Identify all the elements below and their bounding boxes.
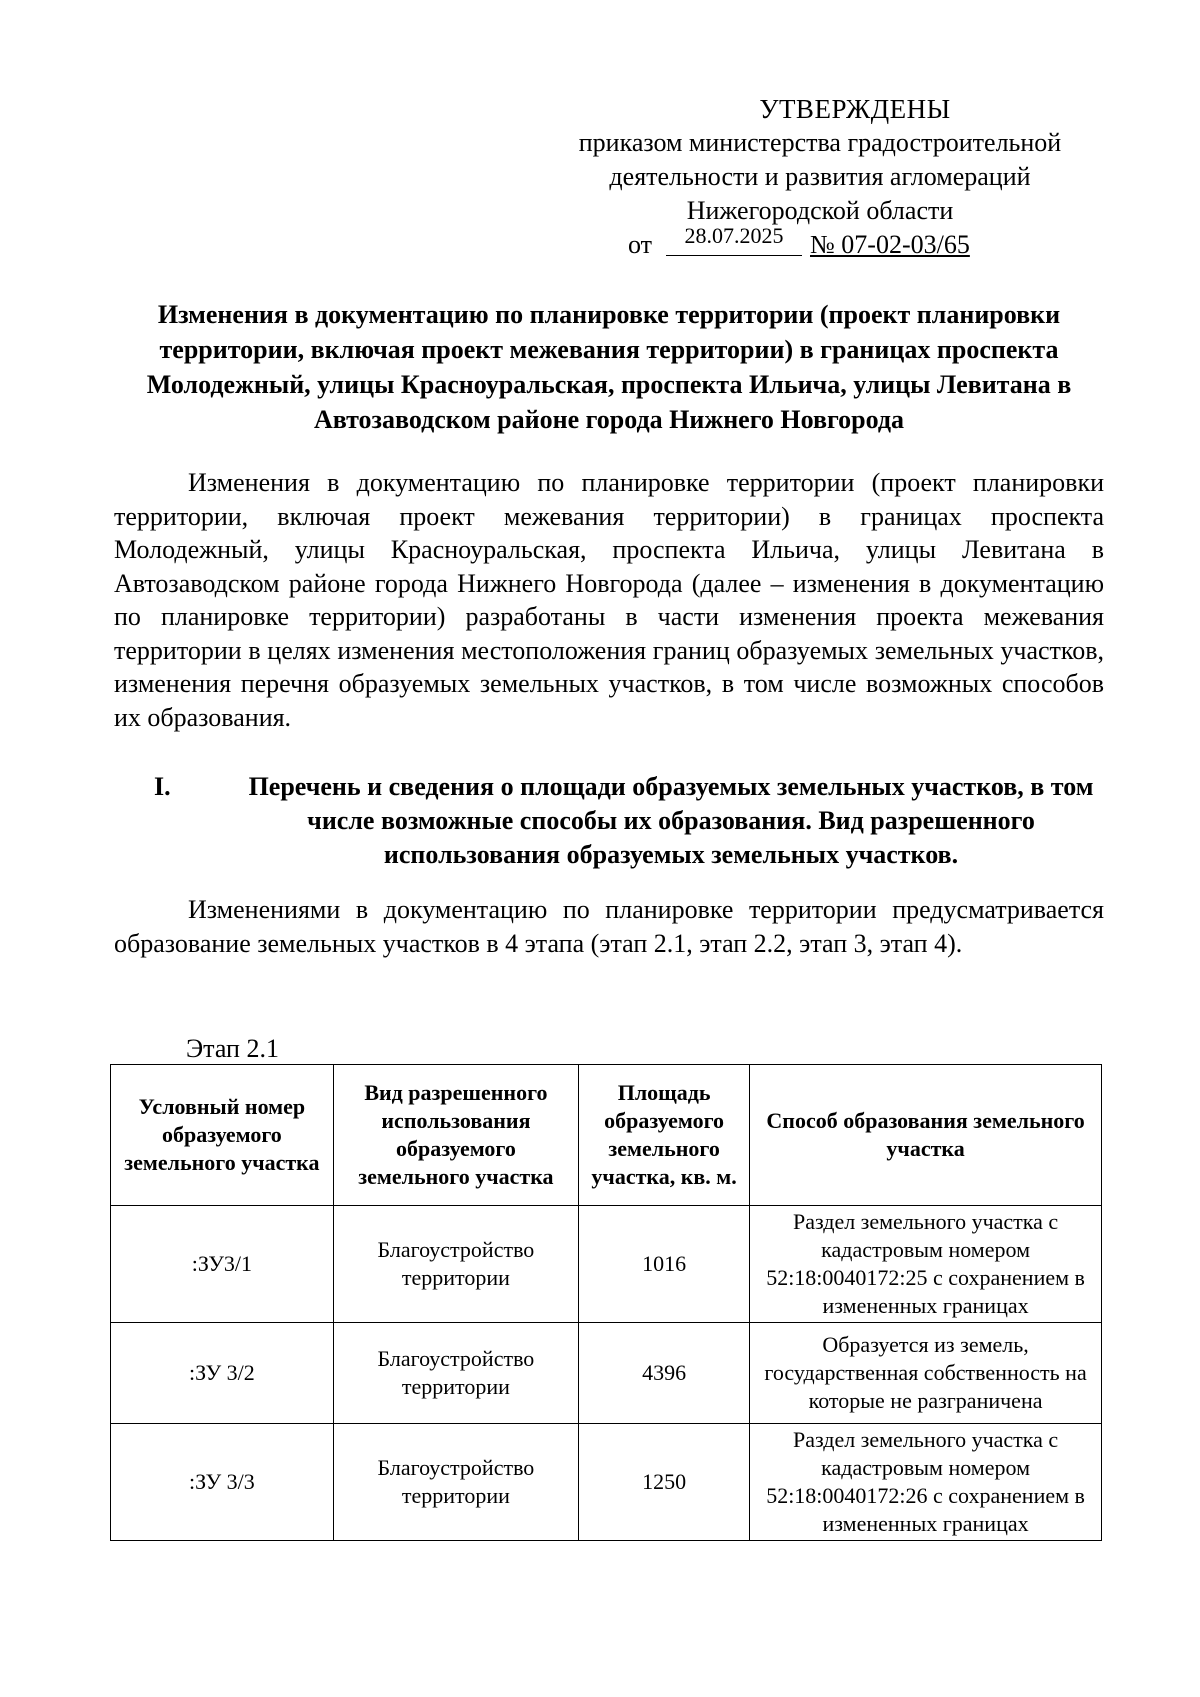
order-number: № 07-02-03/65 bbox=[810, 230, 970, 259]
section-title: Перечень и сведения о площади образуемых земельных участков, в том числе возможные способы их образования. Вид разрешенного использования образуемых земельных участков. bbox=[248, 772, 1094, 869]
approval-line-2: деятельности и развития агломераций bbox=[609, 162, 1031, 191]
order-date: 28.07.2025 bbox=[666, 222, 802, 256]
cell-formation-method: Образуется из земель, государственная собственность на которые не разграничена bbox=[750, 1323, 1102, 1424]
header-area: Площадь образуемого земельного участка, кв. м. bbox=[579, 1065, 750, 1206]
header-permitted-use: Вид разрешенного использования образуемого земельного участка bbox=[333, 1065, 578, 1206]
table-row bbox=[111, 1206, 1102, 1323]
cell-permitted-use: Благоустройство территории bbox=[333, 1424, 578, 1541]
cell-area: 1016 bbox=[579, 1206, 750, 1323]
cell-plot-number: :ЗУ3/1 bbox=[111, 1206, 334, 1323]
approval-line-3: Нижегородской области bbox=[686, 196, 954, 225]
cell-formation-method: Раздел земельного участка с кадастровым номером 52:18:0040172:25 с сохранением в измененных границах bbox=[750, 1206, 1102, 1323]
table-row bbox=[111, 1424, 1102, 1541]
stage-label: Этап 2.1 bbox=[186, 1034, 279, 1063]
cell-permitted-use: Благоустройство территории bbox=[333, 1323, 578, 1424]
table-row bbox=[111, 1323, 1102, 1424]
cell-permitted-use: Благоустройство территории bbox=[333, 1206, 578, 1323]
cell-area: 1250 bbox=[579, 1424, 750, 1541]
land-plots-table bbox=[110, 1064, 1102, 1541]
table-header-row bbox=[111, 1065, 1102, 1206]
approval-title: УТВЕРЖДЕНЫ bbox=[759, 94, 951, 124]
header-plot-number: Условный номер образуемого земельного участка bbox=[111, 1065, 334, 1206]
approval-line-1: приказом министерства градостроительной bbox=[578, 128, 1062, 157]
document-title: Изменения в документацию по планировке территории (проект планировки территории, включая проект межевания территории) в границах проспекта Молодежный, улицы Красноуральская, проспекта Ильича, улицы Левитана в Автозаводском районе города Нижнего Новгорода bbox=[146, 300, 1072, 434]
intro-paragraph: Изменения в документацию по планировке территории (проект планировки территории, включая проект межевания территории) в границах проспекта Молодежный, улицы Красноуральская, проспекта Ильича, улицы Левитана в Автозаводском районе города Нижнего Новгорода (далее – изменения в документацию по планировке территории) разработаны в части изменения проекта межевания территории в целях изменения местоположения границ образуемых земельных участков, изменения перечня образуемых земельных участков, в том числе возможных способов их образования. bbox=[114, 468, 1104, 732]
header-formation-method: Способ образования земельного участка bbox=[750, 1065, 1102, 1206]
order-line bbox=[500, 223, 1140, 262]
cell-area: 4396 bbox=[579, 1323, 750, 1424]
section-number: I. bbox=[154, 772, 171, 801]
approval-block bbox=[500, 92, 1140, 262]
from-label: от bbox=[628, 230, 653, 259]
stages-paragraph: Изменениями в документацию по планировке территории предусматривается образование земельных участков в 4 этапа (этап 2.1, этап 2.2, этап 3, этап 4). bbox=[114, 895, 1104, 958]
cell-formation-method: Раздел земельного участка с кадастровым номером 52:18:0040172:26 с сохранением в измененных границах bbox=[750, 1424, 1102, 1541]
cell-plot-number: :ЗУ 3/2 bbox=[111, 1323, 334, 1424]
cell-plot-number: :ЗУ 3/3 bbox=[111, 1424, 334, 1541]
